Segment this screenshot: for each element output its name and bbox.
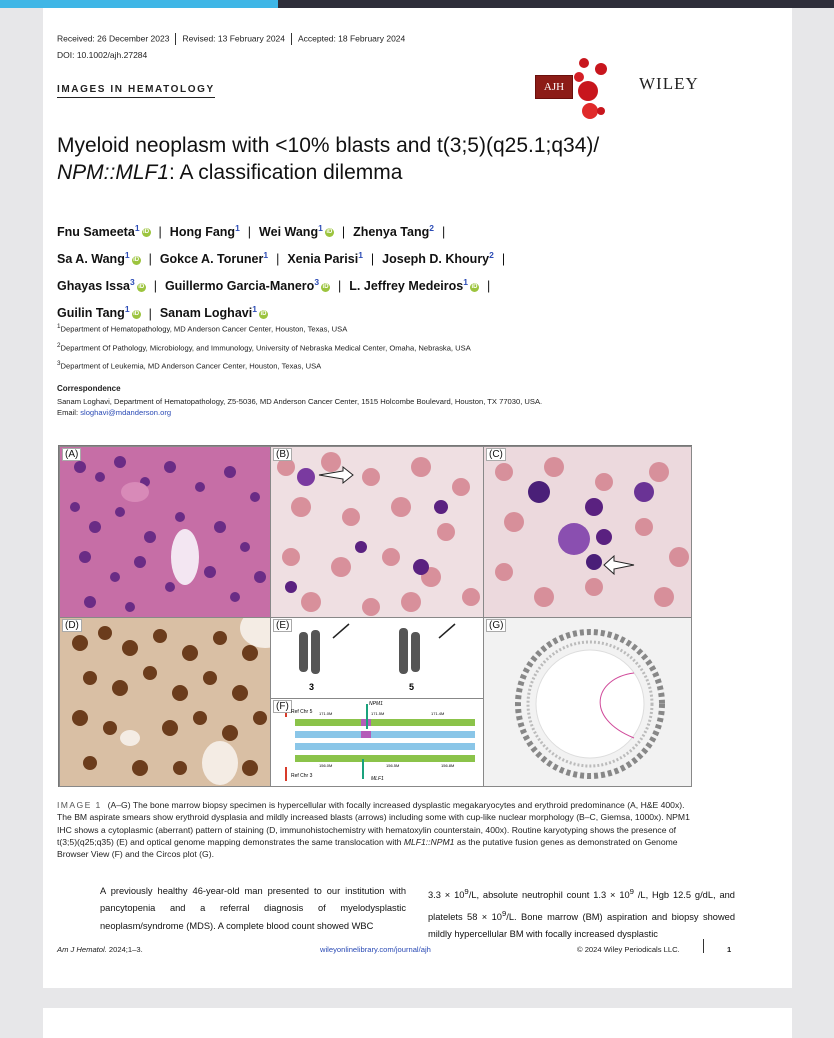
- received-date: Received: 26 December 2023: [57, 33, 170, 44]
- author-name[interactable]: Gokce A. Toruner: [159, 252, 264, 267]
- caption-label: IMAGE 1: [57, 800, 102, 810]
- author-name[interactable]: Wei Wang: [259, 225, 319, 240]
- author-separator: |: [247, 225, 252, 240]
- panel-e-label: (E): [273, 619, 292, 632]
- orcid-icon[interactable]: iD: [133, 256, 140, 263]
- accepted-date: Accepted: 18 February 2024: [298, 33, 406, 44]
- panel-e-chr3-label: 3: [309, 682, 315, 692]
- author-separator: |: [158, 225, 162, 240]
- affiliation-2: $^2$Department Of Pathology, Microbiology, and Immunology, University of Nebraska Medical Center, Omaha, Nebraska, USA: [57, 342, 471, 353]
- author-name[interactable]: Fnu Sameeta: [57, 225, 135, 240]
- page-number: 1: [727, 945, 732, 954]
- title-rest: : A classification dilemma: [169, 161, 403, 184]
- author-name[interactable]: Ghayas Issa: [57, 279, 130, 294]
- author-affiliation: 1: [358, 250, 363, 261]
- panel-b-aspirate: [270, 446, 484, 618]
- panel-c-aspirate: [483, 446, 692, 618]
- author-separator: |: [441, 225, 446, 240]
- body-column-right: $3.3 \times 10^9/L$, absolute neutrophil count $1.3 \times 10^9$ /L, Hgb 12.5 g/dL, and platelets $58 \times 10^9/L$. Bone marrow (BM) aspiration and biopsy showed mildly hypercellular BM with focally increased dysplastic: [428, 887, 735, 939]
- orcid-icon[interactable]: iD: [322, 283, 329, 290]
- panel-e-chr5-label: 5: [409, 682, 415, 692]
- orcid-icon[interactable]: iD: [260, 310, 267, 317]
- footer-copyright: © 2024 Wiley Periodicals LLC.: [577, 945, 680, 954]
- correspondence-text: Sanam Loghavi, Department of Hematopathology, Z5-5036, MD Anderson Cancer Center, 1515 Holcombe Boulevard, Houston, TX 77030, USA. Email: sloghavi@mdanderson.org: [57, 397, 543, 417]
- author-affiliation: 1: [235, 223, 240, 233]
- author-separator: |: [338, 279, 342, 294]
- panel-f-label: (F): [273, 700, 292, 713]
- author-affiliation: 2: [429, 223, 434, 233]
- author-separator: |: [276, 252, 280, 267]
- figure-caption: IMAGE 1 (A–G) The bone marrow biopsy specimen is hypercellular with focally increased dysplastic megakaryocytes and erythroid predominance (A, H&E 400x). The BM aspirate smears show erythroid dysplasia and mildly increased blasts (arrows) including some with cup-like nuclear morphology (B–C, Giemsa, 1000x). NPM1 IHC shows a cytoplasmic (aberrant) pattern of staining (D, immunohistochemistry with hematoxylin counterstain, 400x). Routine karyotyping shows the presence of t(3;5)(q25;q35) (E) and optical genome mapping demonstrates the same translocation with MLF1::NPM1 as the putative fusion genes as demonstrated on Genome Browser View (F) and the Circos plot (G).: [57, 800, 690, 860]
- panel-f-ref-chr3: Ref Chr 3: [291, 773, 313, 779]
- publisher-logo: WILEY: [639, 74, 699, 93]
- ajh-logo: AJH: [535, 75, 573, 99]
- orcid-icon[interactable]: iD: [133, 310, 140, 317]
- reader-progress-fill: [0, 0, 278, 8]
- panel-f-top-tick-3: 171.4M: [431, 711, 445, 716]
- author-separator: |: [501, 252, 506, 267]
- panel-a-label: (A): [62, 448, 81, 461]
- author-affiliation: 3: [314, 277, 320, 288]
- panel-f-top-tick-2: 171.5M: [371, 711, 385, 716]
- author-separator: |: [148, 252, 152, 267]
- panel-d-label: (D): [62, 619, 82, 632]
- section-heading: IMAGES IN HEMATOLOGY: [57, 84, 215, 98]
- orcid-icon[interactable]: iD: [471, 283, 478, 290]
- author-affiliation: 1: [252, 304, 257, 315]
- panel-f-npm1: NPM1: [369, 701, 383, 707]
- panel-a-histology: [59, 446, 271, 618]
- panel-f-bottom-tick-2: 156.5M: [386, 763, 400, 768]
- footer-journal: Am J Hematol.: [57, 945, 107, 954]
- author-separator: |: [153, 279, 157, 294]
- author-affiliation: 1: [124, 250, 130, 261]
- body-column-left: A previously healthy 46-year-old man presented to our institution with pancytopenia and a referral diagnosis of myelodysplastic neoplasm/syndrome (MDS). A complete blood count showed WBC: [100, 886, 406, 931]
- correspondence-heading: Correspondence: [57, 384, 121, 393]
- email-link[interactable]: sloghavi@mdanderson.org: [80, 408, 172, 417]
- author-affiliation: 2: [489, 250, 494, 261]
- doi[interactable]: DOI: 10.1002/ajh.27284: [57, 50, 148, 60]
- author-name[interactable]: Guilin Tang: [57, 306, 125, 321]
- title-line-1: Myeloid neoplasm with <10% blasts and t(3;5)(q25.1;q34)/: [57, 134, 600, 157]
- panel-f-ref-chr5: Ref Chr 5: [291, 709, 313, 715]
- blood-cells-icon: [568, 53, 638, 123]
- journal-logo: [535, 55, 699, 125]
- panel-g-circos: [483, 617, 692, 787]
- orcid-icon[interactable]: iD: [143, 229, 150, 236]
- title-line-2: [57, 159, 697, 186]
- affiliation-3: $^3$Department of Leukemia, MD Anderson Cancer Center, Houston, Texas, USA: [57, 360, 322, 371]
- panel-b-label: (B): [273, 448, 292, 461]
- panel-g-label: (G): [486, 619, 506, 632]
- author-name[interactable]: Zhenya Tang: [353, 225, 430, 240]
- author-affiliation: 3: [129, 277, 135, 288]
- panel-f-top-tick-1: 171.0M: [319, 711, 333, 716]
- next-page: [43, 1008, 792, 1038]
- panel-f-genome-browser: [270, 698, 484, 787]
- panel-d-ihc: [59, 617, 271, 787]
- author-name[interactable]: Sanam Loghavi: [159, 306, 253, 321]
- author-separator: |: [341, 225, 346, 240]
- author-affiliation: 1: [463, 277, 468, 288]
- footer-url[interactable]: wileyonlinelibrary.com/journal/ajh: [320, 945, 431, 954]
- author-separator: |: [370, 252, 375, 267]
- revised-date: Revised: 13 February 2024: [182, 33, 285, 44]
- history-line: [57, 33, 405, 45]
- author-affiliation: 1: [263, 250, 269, 261]
- reader-progress-bar: [0, 0, 834, 8]
- panel-f-bottom-tick-1: 156.0M: [319, 763, 333, 768]
- author-separator: |: [148, 306, 152, 321]
- affiliation-1: $^1$Department of Hematopathology, MD Anderson Cancer Center, Houston, Texas, USA: [57, 323, 348, 334]
- author-affiliation: 1: [134, 223, 140, 233]
- author-name[interactable]: Joseph D. Khoury: [382, 252, 490, 267]
- author-name[interactable]: Sa A. Wang: [57, 252, 125, 267]
- title-gene: NPM::MLF1: [57, 161, 170, 184]
- panel-c-label: (C): [486, 448, 506, 461]
- orcid-icon[interactable]: iD: [138, 283, 145, 290]
- author-list: [57, 217, 697, 326]
- author-name[interactable]: Hong Fang: [169, 225, 236, 240]
- figure-image-1: [58, 445, 692, 787]
- author-separator: |: [486, 279, 491, 294]
- author-affiliation: 1: [318, 223, 323, 233]
- panel-f-mlf1: MLF1: [371, 776, 384, 782]
- orcid-icon[interactable]: iD: [326, 229, 333, 236]
- author-name[interactable]: Xenia Parisi: [287, 252, 359, 267]
- panel-e-karyotype: [270, 617, 484, 699]
- panel-f-bottom-tick-3: 156.8M: [441, 763, 455, 768]
- author-affiliation: 1: [124, 304, 130, 315]
- author-name[interactable]: Guillermo Garcia-Manero: [164, 279, 315, 294]
- author-name[interactable]: L. Jeffrey Medeiros: [349, 279, 464, 294]
- article-title: [57, 132, 697, 186]
